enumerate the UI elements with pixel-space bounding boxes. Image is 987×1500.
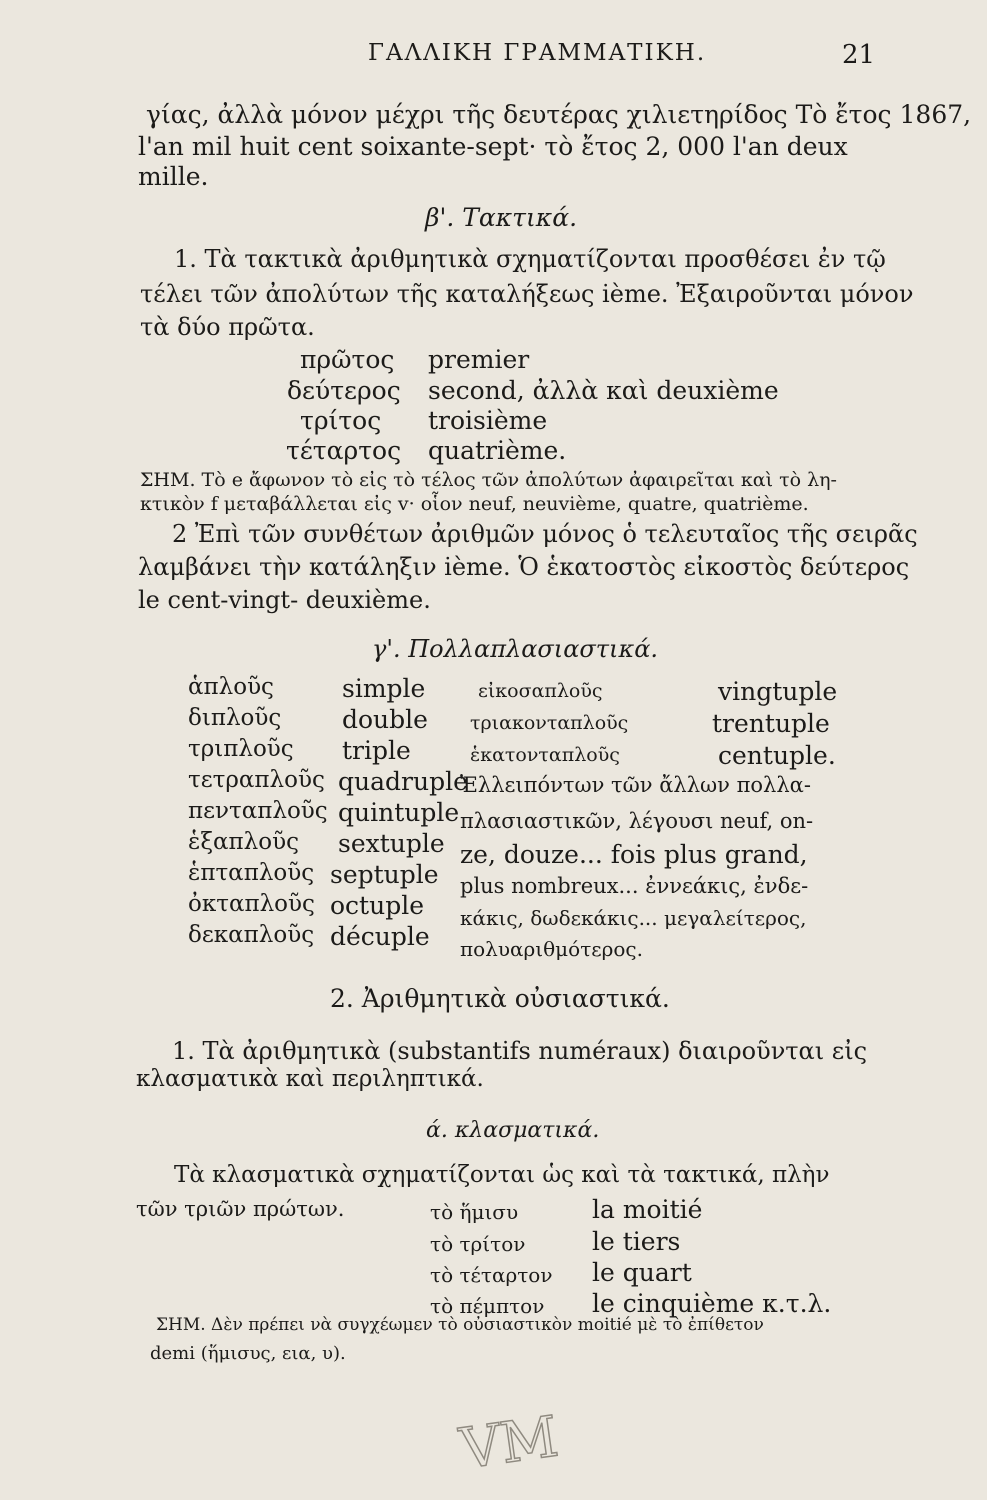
mult-text-line-6: πολυαριθμότερος. xyxy=(460,937,643,961)
mult-greek-9: δεκαπλοῦς xyxy=(188,922,315,948)
section-a-note-line-1: ΣΗΜ. Δὲν πρέπει νὰ συγχέωμεν τὸ οὐσιαστικὸν moitié μὲ τὸ ἐπίθετον xyxy=(156,1315,764,1335)
mult-text-line-1: Ἐλλειπόντων τῶν ἄλλων πολλα- xyxy=(460,773,811,797)
ordinal-greek-3: τρίτος xyxy=(300,406,382,435)
section-b-note-line-1: ΣΗΜ. Τὸ e ἄφωνον τὸ εἰς τὸ τέλος τῶν ἀπολύτων ἀφαιρεῖται καὶ τὸ λη- xyxy=(140,469,837,491)
page-number: 21 xyxy=(842,40,876,70)
ordinal-french-1: premier xyxy=(428,345,530,374)
mult-french-7: septuple xyxy=(330,860,439,889)
fraction-french-4: le cinquième κ.τ.λ. xyxy=(592,1289,832,1318)
section-b-para1-line-2: τέλει τῶν ἀπολύτων τῆς καταλήξεως ième. Ἐξαιροῦνται μόνον xyxy=(140,280,914,308)
section-2-para-line-2: κλασματικὰ καὶ περιληπτικά. xyxy=(136,1066,484,1092)
section-2-heading: 2. Ἀριθμητικὰ οὐσιαστικά. xyxy=(330,984,670,1013)
section-2-para-line-1: 1. Τὰ ἀριθμητικὰ (substantifs numéraux) διαιροῦνται εἰς xyxy=(172,1037,868,1065)
ordinal-french-2: second, ἀλλὰ καὶ deuxième xyxy=(428,376,779,405)
mult-text-line-5: κάκις, δωδεκάκις... μεγαλείτερος, xyxy=(460,906,807,930)
section-a-heading: ά. κλασματικά. xyxy=(426,1118,600,1143)
fraction-french-3: le quart xyxy=(592,1258,692,1287)
fraction-french-2: le tiers xyxy=(592,1227,681,1256)
mult-greek-7: ἑπταπλοῦς xyxy=(188,860,315,886)
mult-greek-3: τριπλοῦς xyxy=(188,736,294,762)
mult-text-line-3: ze, douze... fois plus grand, xyxy=(460,840,808,869)
fraction-french-1: la moitié xyxy=(592,1195,703,1224)
mult-greek-8: ὀκταπλοῦς xyxy=(188,891,315,917)
mult-french-3: triple xyxy=(342,736,411,765)
section-b-para2-line-1: 2 Ἐπὶ τῶν συνθέτων ἀριθμῶν μόνος ὁ τελευταῖος τῆς σειρᾶς xyxy=(172,520,918,548)
mult-french-6: sextuple xyxy=(338,829,445,858)
intro-line-3: mille. xyxy=(138,162,209,191)
ordinal-greek-4: τέταρτος xyxy=(286,436,402,465)
ordinal-greek-2: δεύτερος xyxy=(287,376,401,405)
intro-line-1: γίας, ἀλλὰ μόνον μέχρι τῆς δευτέρας χιλιετηρίδος Τὸ ἔτος 1867, xyxy=(146,100,972,129)
stamp-text: VM xyxy=(456,1404,563,1483)
mult-greek-5: πενταπλοῦς xyxy=(188,798,328,824)
mult-greek-6: ἑξαπλοῦς xyxy=(188,829,299,855)
fraction-greek-4: τὸ πέμπτον xyxy=(430,1294,545,1318)
section-a-para-line-2: τῶν τριῶν πρώτων. xyxy=(136,1197,345,1221)
mult-text-line-2: πλασιαστικῶν, λέγουσι neuf, on- xyxy=(460,809,814,833)
section-b-heading: β'. Τακτικά. xyxy=(425,203,578,232)
section-g-heading: γ'. Πολλαπλασιαστικά. xyxy=(372,635,659,663)
running-title: ΓΑΛΛΙΚΗ ΓΡΑΜΜΑΤΙΚΗ. xyxy=(368,40,707,66)
mult-right-french-1: vingtuple xyxy=(718,677,838,706)
section-b-para2-line-2: λαμβάνει τὴν κατάληξιν ième. Ὁ ἑκατοστὸς εἰκοστὸς δεύτερος xyxy=(138,553,910,581)
fraction-greek-3: τὸ τέταρτον xyxy=(430,1263,553,1287)
mult-french-4: quadruple xyxy=(338,767,468,796)
section-b-para2-line-3: le cent-vingt- deuxième. xyxy=(138,586,431,614)
ordinal-french-3: troisième xyxy=(428,406,548,435)
mult-greek-4: τετραπλοῦς xyxy=(188,767,325,793)
mult-text-line-4: plus nombreux... ἐννεάκις, ἐνδε- xyxy=(460,874,809,898)
mult-greek-1: ἁπλοῦς xyxy=(188,674,274,700)
fraction-greek-2: τὸ τρίτον xyxy=(430,1232,526,1256)
mult-greek-2: διπλοῦς xyxy=(188,705,282,731)
section-b-para1-line-1: 1. Τὰ τακτικὰ ἀριθμητικὰ σχηματίζονται προσθέσει ἐν τῷ xyxy=(174,245,886,273)
section-b-para1-line-3: τὰ δύο πρῶτα. xyxy=(140,313,315,341)
section-a-note-line-2: demi (ἥμισυς, εια, υ). xyxy=(150,1343,346,1364)
mult-french-1: simple xyxy=(342,674,426,703)
mult-right-french-2: trentuple xyxy=(712,709,830,738)
mult-right-french-3: centuple. xyxy=(718,741,836,770)
mult-french-2: double xyxy=(342,705,428,734)
section-a-para-line-1: Τὰ κλασματικὰ σχηματίζονται ὡς καὶ τὰ τακτικά, πλὴν xyxy=(174,1162,830,1188)
fraction-greek-1: τὸ ἥμισυ xyxy=(430,1200,519,1224)
mult-right-greek-2: τριακονταπλοῦς xyxy=(470,712,629,734)
ordinal-french-4: quatrième. xyxy=(428,436,567,465)
mult-french-9: décuple xyxy=(330,922,430,951)
section-b-note-line-2: κτικὸν f μεταβάλλεται εἰς v· οἷον neuf, neuvième, quatre, quatrième. xyxy=(140,493,809,515)
mult-right-greek-3: ἑκατονταπλοῦς xyxy=(470,744,620,766)
library-stamp xyxy=(450,1395,580,1485)
ordinal-greek-1: πρῶτος xyxy=(300,345,395,374)
mult-french-5: quintuple xyxy=(338,798,460,827)
intro-line-2: l'an mil huit cent soixante-sept· τὸ ἔτος 2, 000 l'an deux xyxy=(138,132,848,161)
mult-right-greek-1: εἰκοσαπλοῦς xyxy=(478,680,603,702)
mult-french-8: octuple xyxy=(330,891,424,920)
